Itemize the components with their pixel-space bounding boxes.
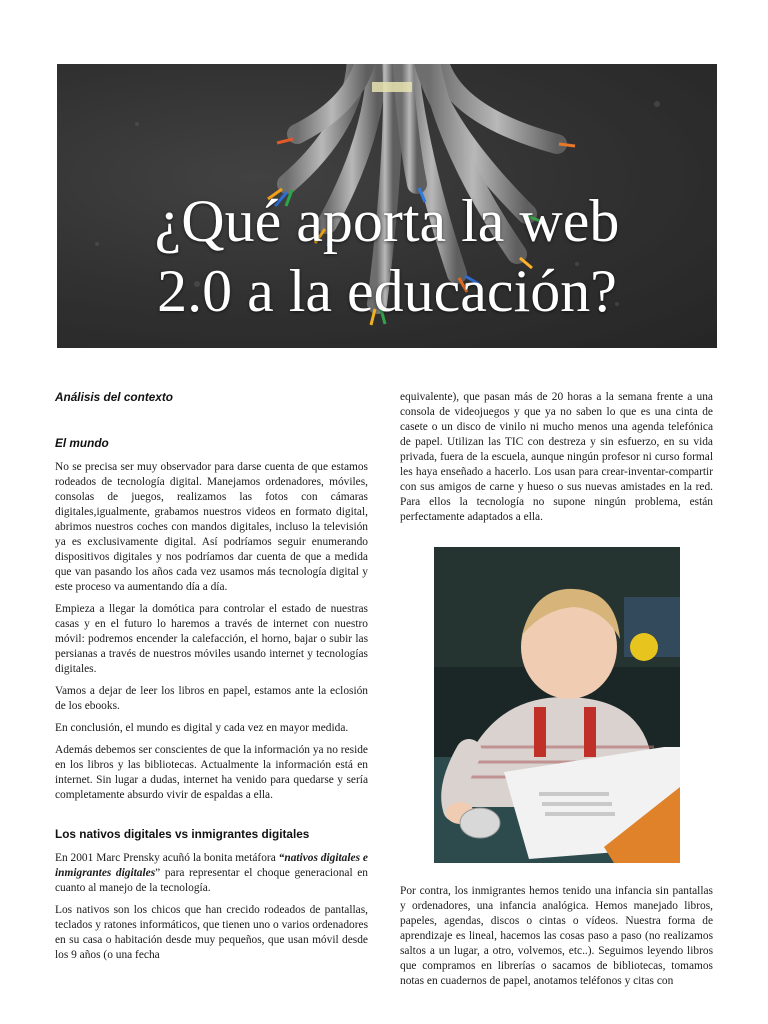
paragraph: Además debemos ser conscientes de que la información ya no reside en los libros y las bibliotecas. Actualmente la información está en internet. Sin lugar a dudas, internet ha venido para quedarse y sería completamente absurdo vivir de espaldas a ella. — [55, 744, 368, 801]
subheading-world: El mundo — [55, 436, 109, 450]
page-title — [57, 186, 717, 326]
paragraph: Por contra, los inmigrantes hemos tenido una infancia sin pantallas y ordenadores, una infancia analógica. Hemos manejado libros, papeles, agendas, discos o cintas o vídeos. Nuestra forma de aprendizaje es lineal, hacemos las cosas paso a paso (no realizamos saltos a un lugar, a otro, volvemos, etc..). Seguimos leyendo libros que compramos en librerías o sacamos de bibliotecas, tomamos notas en cuadernos de papel, anotamos teléfonos y citas con — [400, 885, 713, 987]
paragraph-text: ” para representar el choque generacional en cuanto al manejo de la tecnología. — [55, 867, 368, 894]
paragraph: Vamos a dejar de leer los libros en papel, estamos ante la eclosión de los ebooks. — [55, 685, 368, 712]
paragraph: No se precisa ser muy observador para darse cuenta de que estamos rodeados de tecnología digital. Manejamos ordenadores, móviles, consolas de juegos, realizamos las fotos con cámaras digitales,igualmente, grabamos nuestros videos en formato digital, abrimos nuestros coches con mandos digitales, incluso la televisión ya es exclusivamente digital. Así podríamos seguir enumerando dispositivos digitales y nos podríamos dar cuenta de que a medida que van pasando los años cada vez usamos más tecnología digital y este proceso va aumentando día a día. — [55, 461, 368, 593]
paragraph: Empieza a llegar la domótica para controlar el estado de nuestras casas y en el futuro lo haremos a través de internet con nuestro móvil: podremos encender la calefacción, el horno, bajar o subir las persianas a través de nuestros móviles usando internet y tecnologías digitales. — [55, 603, 368, 675]
paragraph: En conclusión, el mundo es digital y cada vez en mayor medida. — [55, 722, 349, 734]
right-column-bottom — [400, 884, 713, 996]
paragraph-text: En 2001 Marc Prensky acuñó la bonita metáfora — [55, 852, 279, 864]
section-heading-natives: Los nativos digitales vs inmigrantes digitales — [55, 827, 310, 841]
section-heading-context: Análisis del contexto — [55, 390, 173, 404]
left-column — [55, 390, 368, 970]
photo-illustration — [434, 547, 680, 863]
paragraph-prensky — [55, 851, 368, 896]
paragraph: equivalente), que pasan más de 20 horas a la semana frente a una consola de videojuegos y que ya no saben lo que es una cinta de casete o un disco de vinilo ni mucho menos una agenda telefónica de papel. Utilizan las TIC con destreza y sin esfuerzo, en su vida privada, fuera de la escuela, aunque ningún profesor ni curso formal les haya enseñado a hacerlo. Los usan para crear-inventar-compartir con sus amigos de carne y hueso o sus nuevas amistades en la red. Para ellos la tecnología no supone ningún problema, están perfectamente adaptados a ella. — [400, 391, 713, 523]
right-column-top — [400, 390, 713, 532]
paragraph: Los nativos son los chicos que han crecido rodeados de pantallas, teclados y ratones informáticos, que tienen uno o varios ordenadores en su casa o habitación desde muy pequeños, que usan móvil desde los 9 años (o una fecha — [55, 904, 368, 961]
child-with-laptop-photo — [434, 547, 680, 863]
title-line-1: ¿Qué aporta la web — [154, 188, 620, 254]
title-line-2: 2.0 a la educación? — [157, 258, 617, 324]
hero-banner — [57, 64, 717, 348]
quote-emphasis: “nativos digitales e inmigrantes digitales — [55, 852, 368, 879]
